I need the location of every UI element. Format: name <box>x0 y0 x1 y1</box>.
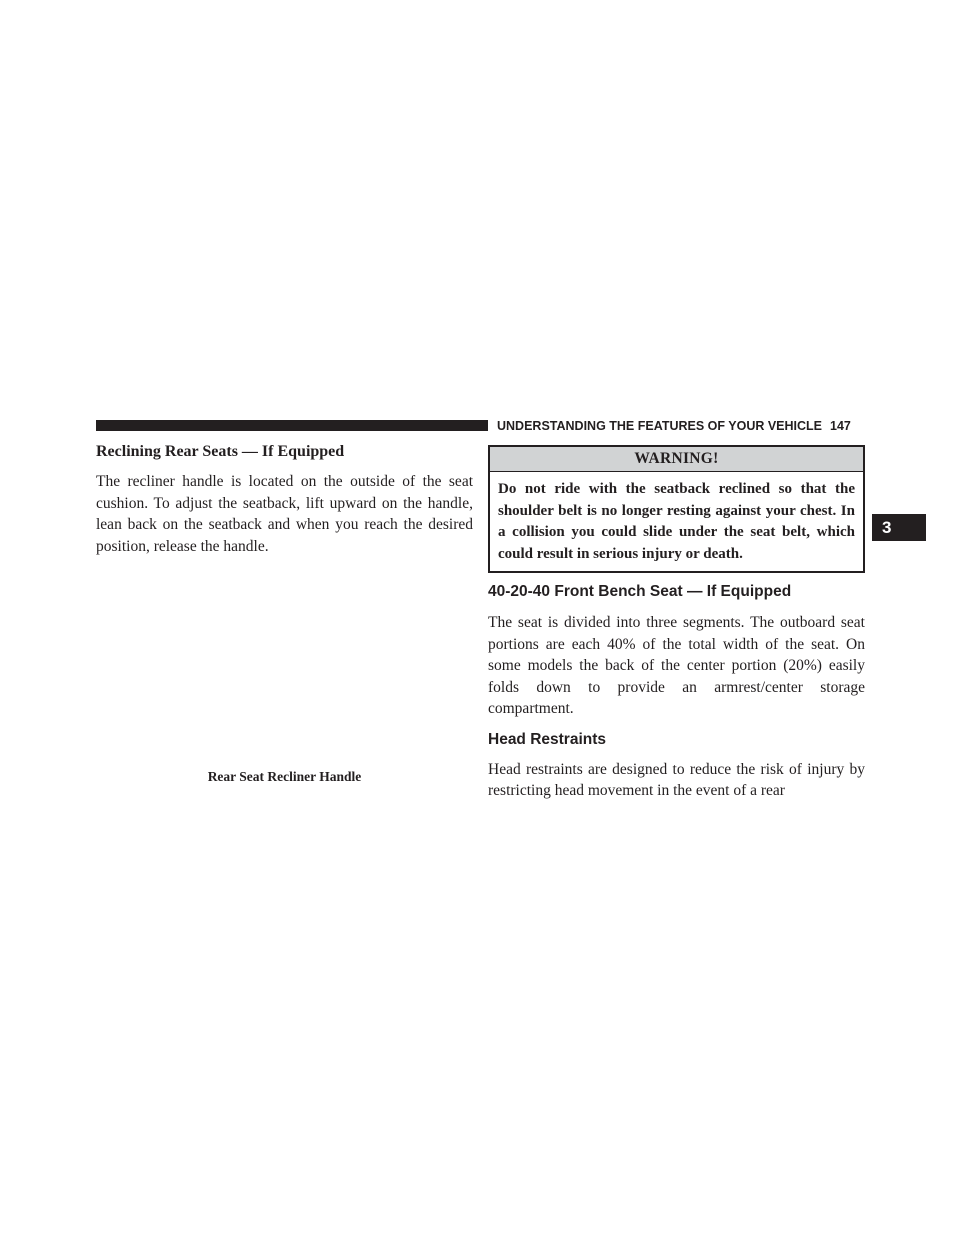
header-rule <box>96 420 488 431</box>
running-header <box>497 419 867 434</box>
header-section-title: UNDERSTANDING THE FEATURES OF YOUR VEHICLE <box>497 419 823 433</box>
chapter-tab: 3 <box>872 514 926 541</box>
right-column <box>488 445 865 802</box>
bench-seat-paragraph: The seat is divided into three segments. The outboard seat portions are each 40% of the total width of the seat. On some models the back of the center portion (20%) easily folds down to provide an armrest/center storage compartment. <box>488 614 865 717</box>
warning-box <box>488 445 865 573</box>
warning-title: WARNING! <box>490 447 863 472</box>
recliner-handle-figure <box>96 560 473 760</box>
head-restraints-paragraph: Head restraints are designed to reduce the risk of injury by restricting head movement in the event of a rear <box>488 760 865 799</box>
figure-caption: Rear Seat Recliner Handle <box>207 769 362 784</box>
bench-seat-heading: 40-20-40 Front Bench Seat — If Equipped <box>488 583 792 600</box>
left-column <box>96 441 473 557</box>
warning-text: Do not ride with the seatback reclined so that the shoulder belt is no longer resting against your chest. In a collision you could slide under the seat belt, which could result in serious injury or death. <box>498 481 855 562</box>
head-restraints-heading: Head Restraints <box>488 730 607 748</box>
reclining-rear-seats-heading: Reclining Rear Seats — If Equipped <box>96 443 345 460</box>
page-number: 147 <box>830 419 851 433</box>
recliner-paragraph: The recliner handle is located on the outside of the seat cushion. To adjust the seatback, lift upward on the handle, lean back on the seatback and when you reach the desired position, release the handle. <box>96 473 473 555</box>
